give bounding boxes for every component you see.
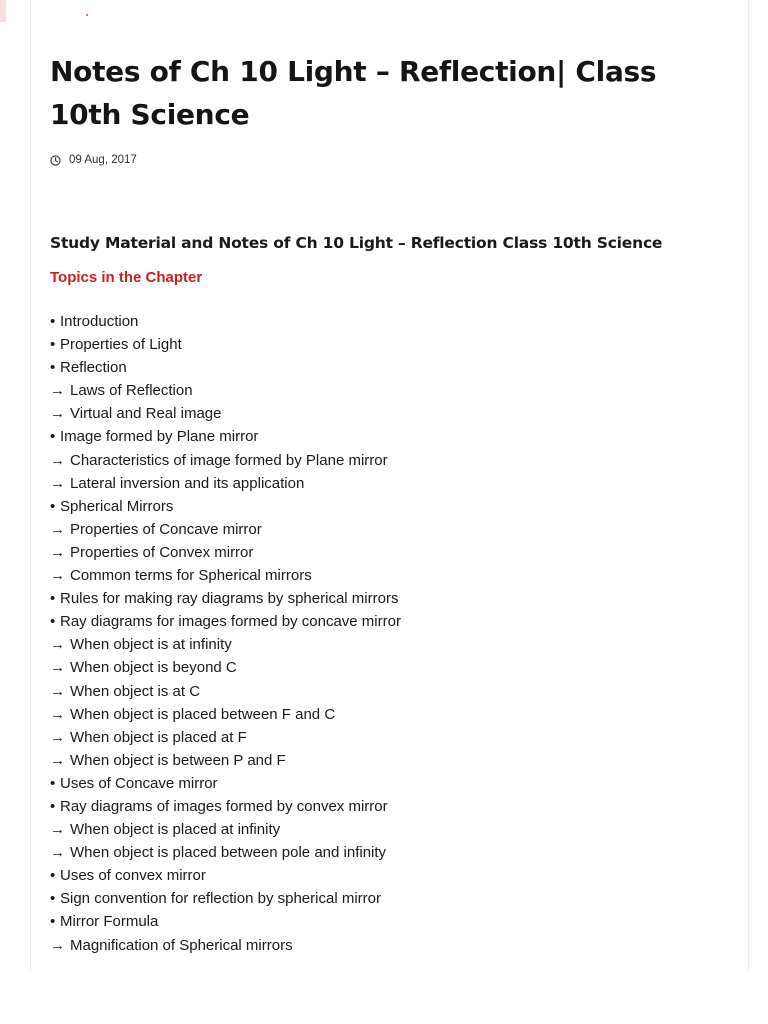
- topic-item: [50, 564, 730, 587]
- topic-item: [50, 402, 730, 425]
- topics-heading: Topics in the Chapter: [50, 269, 203, 286]
- topic-item: [50, 587, 730, 610]
- topic-item: [50, 656, 730, 679]
- arrow-marker: →: [50, 636, 65, 654]
- arrow-marker: →: [50, 520, 65, 538]
- topic-item: [50, 864, 730, 887]
- topic-item: [50, 518, 730, 541]
- topic-text: Common terms for Spherical mirrors: [70, 567, 312, 585]
- topic-item: [50, 818, 730, 841]
- arrow-marker: →: [50, 405, 65, 423]
- topic-item: [50, 541, 730, 564]
- topic-text: Characteristics of image formed by Plane mirror: [70, 451, 388, 469]
- topic-text: Mirror Formula: [60, 913, 159, 931]
- topic-item: [50, 772, 730, 795]
- topic-item: [50, 310, 730, 333]
- bullet-marker: •: [50, 867, 56, 885]
- topic-text: When object is beyond C: [70, 659, 237, 677]
- article: [50, 50, 730, 957]
- topic-text: When object is placed at F: [70, 728, 247, 746]
- page-edge-right: [748, 0, 749, 970]
- arrow-marker: →: [50, 567, 65, 585]
- topic-text: Spherical Mirrors: [60, 497, 174, 515]
- date-row: [50, 154, 730, 166]
- arrow-marker: →: [50, 543, 65, 561]
- topic-item: [50, 680, 730, 703]
- topic-text: When object is at infinity: [70, 636, 232, 654]
- bullet-marker: •: [50, 774, 56, 792]
- topic-item: [50, 633, 730, 656]
- arrow-marker: →: [50, 844, 65, 862]
- topic-item: [50, 610, 730, 633]
- bullet-marker: •: [50, 797, 56, 815]
- topic-item: [50, 425, 730, 448]
- article-subtitle: Study Material and Notes of Ch 10 Light – Reflection Class 10th Science: [50, 234, 663, 252]
- topic-text: Properties of Concave mirror: [70, 520, 262, 538]
- arrow-marker: →: [50, 821, 65, 839]
- topic-text: Image formed by Plane mirror: [60, 428, 259, 446]
- topic-item: [50, 934, 730, 957]
- topic-text: Introduction: [60, 313, 139, 330]
- page-edge-left: [30, 0, 31, 970]
- bullet-marker: •: [50, 428, 56, 446]
- topic-text: Laws of Reflection: [70, 382, 193, 400]
- topic-item: [50, 795, 730, 818]
- topic-text: When object is placed at infinity: [70, 821, 281, 839]
- topic-text: Lateral inversion and its application: [70, 474, 305, 492]
- topic-text: When object is between P and F: [70, 751, 286, 769]
- arrow-marker: →: [50, 705, 65, 723]
- topic-text: When object is placed between pole and infinity: [70, 844, 387, 862]
- arrow-marker: →: [50, 382, 65, 400]
- topic-text: Ray diagrams for images formed by concave mirror: [60, 613, 401, 631]
- topic-item: [50, 726, 730, 749]
- publish-date: 09 Aug, 2017: [69, 154, 137, 166]
- topic-item: [50, 495, 730, 518]
- topic-item: [50, 379, 730, 402]
- arrow-marker: →: [50, 682, 65, 700]
- page-title: Notes of Ch 10 Light – Reflection| Class 10th Science: [50, 55, 657, 131]
- topic-item: [50, 449, 730, 472]
- topic-text: Sign convention for reflection by spherical mirror: [60, 890, 381, 908]
- topic-text: When object is at C: [70, 682, 201, 700]
- topic-text: Properties of Convex mirror: [70, 543, 254, 561]
- topic-text: Uses of Concave mirror: [60, 774, 218, 792]
- topic-text: Virtual and Real image: [70, 405, 222, 423]
- dot-mark: [86, 14, 88, 16]
- bullet-marker: •: [50, 313, 56, 330]
- arrow-marker: →: [50, 728, 65, 746]
- topic-list: [50, 310, 730, 957]
- bullet-marker: •: [50, 890, 56, 908]
- topic-text: When object is placed between F and C: [70, 705, 336, 723]
- arrow-marker: →: [50, 751, 65, 769]
- topic-item: [50, 887, 730, 910]
- corner-mark: [0, 0, 6, 22]
- topic-item: [50, 703, 730, 726]
- bullet-marker: •: [50, 336, 56, 354]
- arrow-marker: →: [50, 936, 65, 954]
- clock-icon: [50, 155, 61, 166]
- bullet-marker: •: [50, 913, 56, 931]
- bullet-marker: •: [50, 497, 56, 515]
- topic-text: Reflection: [60, 359, 127, 377]
- arrow-marker: →: [50, 451, 65, 469]
- arrow-marker: →: [50, 659, 65, 677]
- topic-item: [50, 841, 730, 864]
- topic-item: [50, 356, 730, 379]
- arrow-marker: →: [50, 474, 65, 492]
- topic-text: Rules for making ray diagrams by spherical mirrors: [60, 590, 399, 608]
- bullet-marker: •: [50, 613, 56, 631]
- topic-item: [50, 910, 730, 933]
- bullet-marker: •: [50, 590, 56, 608]
- bullet-marker: •: [50, 359, 56, 377]
- topic-text: Properties of Light: [60, 336, 182, 354]
- topic-text: Ray diagrams of images formed by convex mirror: [60, 797, 388, 815]
- topic-item: [50, 472, 730, 495]
- topic-text: Uses of convex mirror: [60, 867, 206, 885]
- topic-text: Magnification of Spherical mirrors: [70, 936, 293, 954]
- topic-item: [50, 749, 730, 772]
- topic-item: [50, 333, 730, 356]
